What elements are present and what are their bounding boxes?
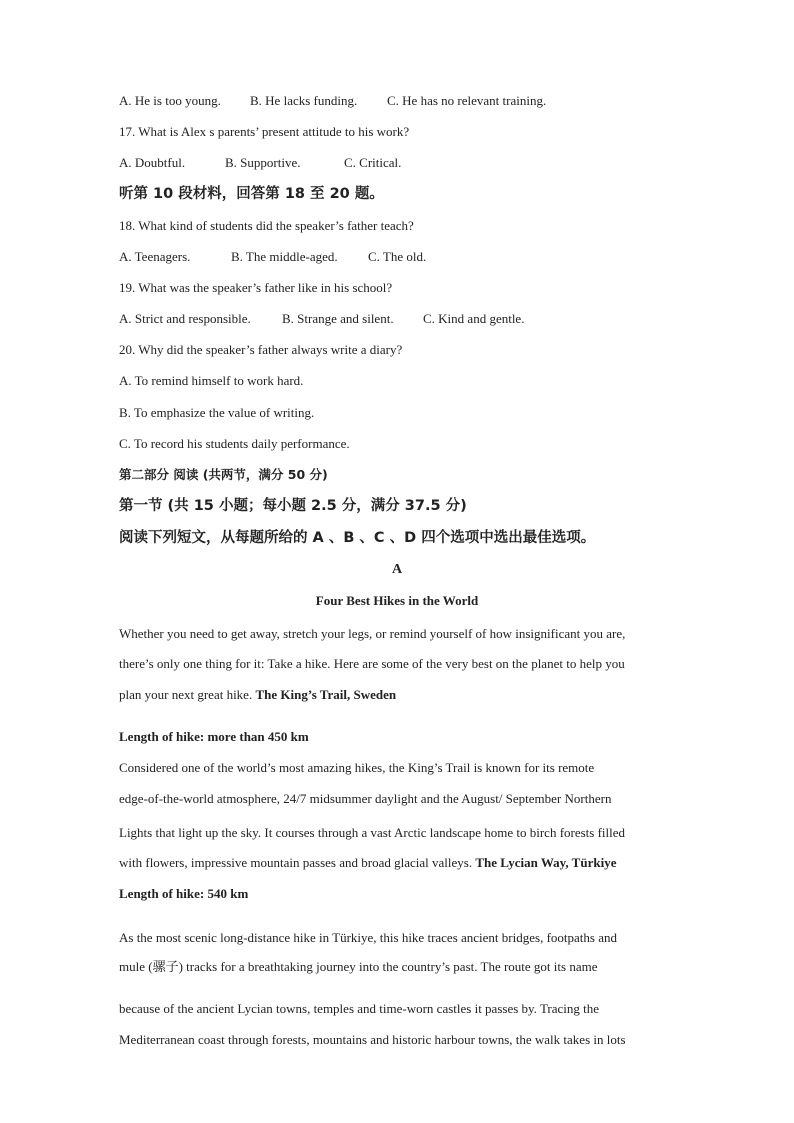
intro-line-1: Whether you need to get away, stretch your legs, or remind yourself of how insignificant you are, bbox=[119, 626, 626, 641]
q18-options-row bbox=[119, 249, 426, 265]
q17-question: 17. What is Alex s parents’ present attitude to his work? bbox=[119, 124, 410, 139]
part2-heading: 第二部分 阅读 (共两节，满分 50 分) bbox=[119, 467, 328, 482]
reading-instruction: 阅读下列短文，从每题所给的 A 、B 、C 、D 四个选项中选出最佳选项。 bbox=[119, 530, 596, 546]
q18-question: 18. What kind of students did the speaker’s father teach? bbox=[119, 218, 414, 233]
q16-option-c: C. He has no relevant training. bbox=[387, 93, 547, 108]
intro-line-3 bbox=[119, 687, 396, 703]
q19-option-b: B. Strange and silent. bbox=[282, 311, 394, 326]
hike2-line-3: because of the ancient Lycian towns, temples and time-worn castles it passes by. Tracing the bbox=[119, 1001, 600, 1016]
hike2-name: The Lycian Way, Türkiye bbox=[475, 855, 617, 870]
hike1-name: The King’s Trail, Sweden bbox=[255, 687, 397, 702]
hike2-line-1: As the most scenic long-distance hike in Türkiye, this hike traces ancient bridges, footpaths and bbox=[119, 930, 617, 945]
hike2-length: Length of hike: 540 km bbox=[119, 886, 249, 901]
q19-option-c: C. Kind and gentle. bbox=[423, 311, 525, 326]
passage-letter: A bbox=[391, 562, 403, 577]
q19-options-row bbox=[119, 311, 524, 327]
q18-option-a: A. Teenagers. bbox=[119, 249, 191, 264]
hike1-line-4 bbox=[119, 855, 616, 871]
section10-instruction: 听第 10 段材料，回答第 18 至 20 题。 bbox=[119, 186, 384, 202]
q19-question: 19. What was the speaker’s father like in his school? bbox=[119, 280, 393, 295]
hike1-line-3: Lights that light up the sky. It courses through a vast Arctic landscape home to birch forests filled bbox=[119, 825, 626, 840]
q16-option-b: B. He lacks funding. bbox=[250, 93, 358, 108]
q17-option-b: B. Supportive. bbox=[225, 155, 301, 170]
q20-option-b: B. To emphasize the value of writing. bbox=[119, 405, 315, 420]
q20-option-a: A. To remind himself to work hard. bbox=[119, 373, 304, 388]
q17-option-c: C. Critical. bbox=[344, 155, 402, 170]
q17-options-row bbox=[119, 155, 401, 171]
hike2-line-2: mule (骡子) tracks for a breathtaking journey into the country’s past. The route got its name bbox=[119, 959, 598, 974]
q19-option-a: A. Strict and responsible. bbox=[119, 311, 251, 326]
q16-options-row bbox=[119, 93, 546, 109]
hike1-length: Length of hike: more than 450 km bbox=[119, 729, 309, 744]
intro-line-2: there’s only one thing for it: Take a hike. Here are some of the very best on the planet to help you bbox=[119, 656, 625, 671]
section1-heading: 第一节 (共 15 小题；每小题 2.5 分，满分 37.5 分) bbox=[119, 498, 467, 514]
q17-option-a: A. Doubtful. bbox=[119, 155, 186, 170]
q18-option-b: B. The middle-aged. bbox=[231, 249, 338, 264]
passage-title: Four Best Hikes in the World bbox=[315, 593, 479, 608]
q20-question: 20. Why did the speaker’s father always write a diary? bbox=[119, 342, 403, 357]
intro-line-3-text: plan your next great hike. bbox=[119, 687, 253, 702]
hike1-line-1: Considered one of the world’s most amazing hikes, the King’s Trail is known for its remote bbox=[119, 760, 595, 775]
q18-option-c: C. The old. bbox=[368, 249, 427, 264]
hike2-line-4: Mediterranean coast through forests, mountains and historic harbour towns, the walk takes in lots bbox=[119, 1032, 626, 1047]
q20-option-c: C. To record his students daily performance. bbox=[119, 436, 350, 451]
hike1-line-2: edge-of-the-world atmosphere, 24/7 midsummer daylight and the August/ September Northern bbox=[119, 791, 612, 806]
hike1-line-4-text: with flowers, impressive mountain passes and broad glacial valleys. bbox=[119, 855, 473, 870]
q16-option-a: A. He is too young. bbox=[119, 93, 221, 108]
